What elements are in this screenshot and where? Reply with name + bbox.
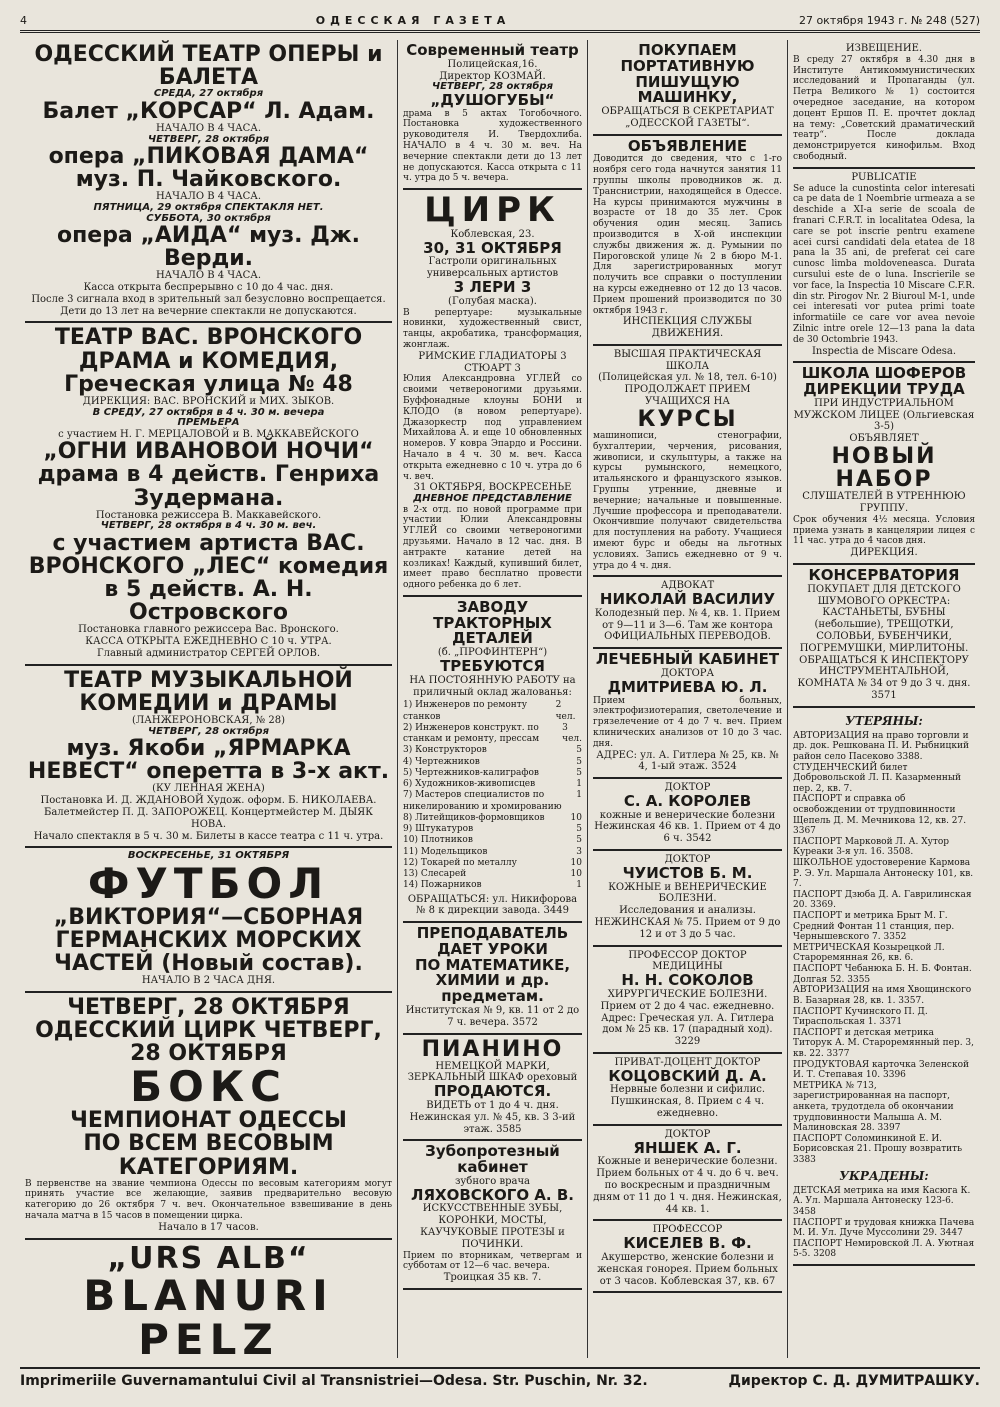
ad-text: РИМСКИЕ ГЛАДИАТОРЫ 3 СТЮАРТ 3 (418, 350, 567, 374)
ad-text: КАССА ОТКРЫТА ЕЖЕДНЕВНО С 10 ч. УТРА. (85, 636, 332, 648)
ad-text: ХИРУРГИЧЕСКИЕ БОЛЕЗНИ. (607, 988, 768, 1000)
printer-imprint: Imprimeriile Guvernamantului Civil al Transnistriei—Odesa. Str. Puschin, Nr. 32. (20, 1373, 648, 1389)
ad-text: СРЕДА, 27 октября (153, 88, 264, 100)
ad-text: В репертуаре: музыкальные новинки, художественный свист, танцы, акробатика, трансформация, жонглаж. (403, 307, 582, 350)
ad-text: Прием от 2 до 4 час. ежедневно. Адрес: Греческая ул. А. Гитлера дом № 25 кв. 17 (парадный ход). 3229 (600, 1000, 775, 1048)
ad-text: Постановка главного режиссера Вас. Вронского. (78, 624, 339, 636)
ad-text: ДРАМА и КОМЕДИЯ, Греческая улица № 48 (64, 348, 353, 397)
ad-text: 31 ОКТЯБРЯ, ВОСКРЕСЕНЬЕ (413, 482, 572, 494)
ad-text: ЯНШЕК А. Г. (633, 1138, 742, 1157)
ad-text: ПО МАТЕМАТИКЕ, ХИМИИ и др. предметам. (414, 955, 571, 1006)
ad-text: с участием Н. Г. МЕРЦАЛОВОЙ и В. МАККАВЕЙСКОГО (58, 428, 359, 440)
ad-conservatory (793, 565, 975, 708)
ad-text: ПРИ ИНДУСТРИАЛЬНОМ МУЖСКОМ ЛИЦЕЕ (Ольгиевская 3-5) (793, 397, 975, 433)
ad-text: Директор КОЗМАЙ. (439, 70, 546, 82)
ad-text: ДОКТОР (664, 854, 711, 866)
ad-text: НОВЫЙ НАБОР (831, 444, 937, 493)
list-item: 11) Модельщиков 3 (403, 846, 582, 857)
ad-text: Гастроли оригинальных универсальных артистов (426, 256, 559, 280)
ad-text: ВОСКРЕСЕНЬЕ, 31 ОКТЯБРЯ (127, 850, 290, 862)
ad-football (25, 848, 392, 993)
ad-dentist (403, 1141, 582, 1290)
ad-text: с участием артиста ВАС. ВРОНСКОГО „ЛЕС“ комедия в 5 действ. А. Н. Островского (28, 530, 389, 626)
list-item: МЕТРИКА № 713, зарегистрированная на паспорт, анкета, трудотдела об окончании трудповинности Малыша А. М. Малиновская 28. 3397 (793, 1080, 954, 1134)
ad-text: Прием по вторникам, четвергам и субботам от 12—6 час. вечера. (403, 1250, 582, 1272)
ad-text: ВИДЕТЬ от 1 до 4 ч. дня. Нежинская ул. № 45, кв. 3 3-ий этаж. 3585 (409, 1099, 576, 1135)
ad-text: в 2-х отд. по новой программе при участии Юлии Александровны УГЛЕЙ со своими четвероногими друзьями. Начало в 12 час. дня. В антракте катание детей на козликах! Каждый, купивший билет, имеет право бесплатно провести одного ребенка до 6 лет. (403, 504, 582, 591)
ad-text: ПО ВСЕМ ВЕСОВЫМ КАТЕГОРИЯМ. (83, 1131, 334, 1180)
ad-text: ТЕАТР МУЗЫКАЛЬНОЙ КОМЕДИИ и ДРАМЫ (64, 667, 353, 716)
ad-dr-korolev (593, 779, 782, 851)
ad-text: муз. Якоби „ЯРМАРКА НЕВЕСТ“ оперетта в 3-х акт. (27, 736, 390, 785)
ad-text: ДОКТОР (664, 782, 711, 794)
list-item: 7) Мастеров специалистов по никелированию и хромированию 1 (403, 790, 582, 812)
ad-text: ВЫСШАЯ ПРАКТИЧЕСКАЯ ШКОЛА (613, 348, 762, 372)
ad-opera-theatre (25, 40, 392, 323)
ad-text: ДОКТОРА (660, 668, 715, 680)
ad-text: ОБЪЯВЛЯЕТ (849, 433, 919, 445)
list-item: ПАСПОРТ и справка об освобождении от трудповинности Щепель Д. М. Мечникова 12, кв. 27. 3367 (793, 794, 967, 837)
ad-text: (б. „ПРОФИНТЕРН“) (437, 647, 548, 659)
ad-text: После 3 сигнала вход в зрительный зал безусловно воспрещается. (31, 293, 386, 305)
column-2 (398, 40, 588, 1358)
ad-text: ОБЪЯВЛЕНИЕ (627, 136, 748, 155)
ad-text: Троицкая 35 кв. 7. (443, 1272, 542, 1284)
ad-text: ПРЕПОДАВАТЕЛЬ (416, 924, 569, 943)
list-item: 14) Пожарников 1 (403, 880, 582, 891)
ad-text: ЧЕТВЕРГ, 28 октября (147, 725, 269, 737)
ad-text: ДМИТРИЕВА Ю. Л. (607, 677, 768, 696)
ad-musical-comedy-theatre (25, 666, 392, 849)
ad-text: НА ПОСТОЯННУЮ РАБОТУ на приличный оклад жалованья: (409, 674, 576, 698)
ad-text: Колодезный пер. № 4, кв. 1. Прием от 9—11 и 3—6. Там же контора ОФИЦИАЛЬНЫХ ПЕРЕВОДОВ. (594, 607, 781, 643)
ad-text: Коблевская, 23. (450, 228, 535, 240)
ad-text: кожные и венерические болезни Нежинская 46 кв. 1. Прием от 4 до 6 ч. 3542 (594, 809, 781, 845)
section-title: УКРАДЕНЫ: (839, 1168, 929, 1183)
ad-text: Доводится до сведения, что с 1-го ноября сего года начнутся занятия 11 группы школы проводников ж. д. Транснистрии, находящейся в Одессе. На курсы принимаются мужчины в возрасте от 18 до 35 лет. Срок обучения один месяц. Запись производится в Х-ой инспекции службы движения ж. д. Румынии по Пироговской улице № 2 в бюро М-1. Для зарегистрированных могут получить все справки о поступлении на курсы ежедневно от 12 до 13 часов. Прием прошений производится по 30 октября 1943 г. (593, 154, 782, 316)
ad-text: 3 ЛЕРИ 3 (453, 278, 532, 296)
ad-text: ЦИРК (424, 190, 561, 231)
list-item: ШКОЛЬНОЕ удостоверение Кармова Р. Э. Ул. Маршала Антонеску 101, кв. 7. (793, 858, 974, 890)
ad-text: Кожные и венерические болезни. Прием больных от 4 ч. до 6 ч. веч. по воскресным и праздничным дням от 11 до 1 ч. дня. Нежинская, 44 кв. 1. (593, 1156, 782, 1215)
ad-circus (403, 190, 582, 597)
ad-text: Исследования и анализы. НЕЖИНСКАЯ № 75. Прием от 9 до 12 и от 3 до 5 час. (594, 905, 781, 940)
ad-medical-office (593, 649, 782, 779)
ad-text: Балет „КОРСАР“ Л. Адам. (42, 98, 375, 124)
ad-text: ПРОДАЮТСЯ. (433, 1082, 552, 1101)
ad-text: ДАЕТ УРОКИ (437, 939, 548, 958)
ad-text: Постановка режиссера В. Маккавейского. (95, 509, 322, 521)
page-number: 4 (20, 14, 27, 27)
column-3 (588, 40, 788, 1358)
ad-text: (КУ ЛЕННАЯ ЖЕНА) (152, 783, 265, 795)
ad-text: ПЯТНИЦА, 29 октября СПЕКТАКЛЯ НЕТ. (93, 202, 324, 214)
ad-circus-boxing (25, 993, 392, 1240)
list-item: 13) Слесарей 10 (403, 869, 582, 880)
ad-text: ЧЕТВЕРГ, 28 ОКТЯБРЯ ОДЕССКИЙ ЦИРК ЧЕТВЕРГ, 28 ОКТЯБРЯ (35, 994, 382, 1067)
ad-text: (Полицейская ул. № 18, тел. 6-10) ПРОДОЛЖАЕТ ПРИЕМ УЧАЩИХСЯ НА (598, 372, 777, 408)
ad-text: ПРОФЕССОР ДОКТОР МЕДИЦИНЫ (628, 949, 747, 973)
ad-text: КУРСЫ (637, 406, 738, 432)
ad-practical-school (593, 346, 782, 577)
ad-text: „URS ALB“ (107, 1240, 310, 1276)
ad-text: КОЖНЫЕ и ВЕНЕРИЧЕСКИЕ БОЛЕЗНИ. (608, 881, 767, 905)
list-item: СТУДЕНЧЕСКИЙ билет Добровольской Л. П. Казарменный пер. 2, кв. 7. (793, 762, 962, 794)
ad-text: Главный администратор СЕРГЕЙ ОРЛОВ. (96, 647, 321, 659)
newspaper-title: ОДЕССКАЯ ГАЗЕТА (315, 14, 511, 27)
list-item: ПАСПОРТ и трудовая книжка Пачева М. И. Ул. Дуче Муссолини 29. 3447 (793, 1217, 975, 1239)
list-item: АВТОРИЗАЦИЯ на имя Хвощинского В. Базарная 28, кв. 1. 3357. (793, 985, 972, 1006)
list-item: 4) Чертежников 5 (403, 756, 582, 767)
ad-vronsky-theatre (25, 323, 392, 665)
ad-text: АДРЕС: ул. А. Гитлера № 25, кв. № 4, 1-ый этаж. 3524 (596, 749, 779, 773)
ad-text: ТЕАТР ВАС. ВРОНСКОГО (54, 325, 363, 351)
ad-text: Inspectia de Miscare Odesa. (811, 345, 957, 357)
ad-text: АДВОКАТ (660, 580, 715, 592)
ad-text: КОЦОВСКИЙ Д. А. (608, 1066, 767, 1085)
ad-text: зубного врача (454, 1175, 531, 1187)
ad-text: „ВИКТОРИЯ“—СБОРНАЯ ГЕРМАНСКИХ МОРСКИХ ЧАСТЕЙ (Новый состав). (53, 904, 364, 977)
ad-text: ДИРЕКЦИЯ. (850, 547, 918, 559)
page-header (20, 14, 980, 33)
ad-text: Зубопротезный кабинет (425, 1142, 560, 1177)
ad-text: ТРАКТОРНЫХ ДЕТАЛЕЙ (433, 613, 552, 648)
ad-text: Постановка И. Д. ЖДАНОВОЙ Худож. оформ. Б. НИКОЛАЕВА. (40, 795, 377, 807)
ad-text: НАЧАЛО В 4 ЧАСА. (155, 270, 262, 282)
ad-text: (ЛАНЖЕРОНОВСКАЯ, № 28) (132, 714, 285, 726)
ad-text: ОБРАЩАТЬСЯ В СЕКРЕТАРИАТ „ОДЕССКОЙ ГАЗЕТЫ“. (601, 106, 774, 129)
list-item: 1) Инженеров по ремонту станков 2 чел. (403, 700, 576, 722)
ad-text: Акушерство, женские болезни и женская гонорея. Прием больных от 3 часов. Коблевская 37, кв. 67 (597, 1251, 778, 1287)
ad-text: ПРИВАТ-ДОЦЕНТ ДОКТОР (614, 1056, 761, 1068)
ad-furs (25, 1240, 392, 1358)
ad-text: НИКОЛАЙ ВАСИЛИУ (599, 590, 776, 609)
ad-text: В среду 27 октября в 4.30 дня в Институте Антикоммунистических исследований и Пропаганды (ул. Петра Великого № 1) состоится очередное заседание, на котором доцент Ершов П. Е. прочтет доклад на тему: „Советский драматический театр“. После доклада демонстрируется кинофильм. Вход свободный. (793, 54, 975, 162)
ad-text: СЛУШАТЕЛЕЙ В УТРЕННЮЮ ГРУППУ. (802, 491, 966, 514)
ad-piano (403, 1035, 582, 1142)
ad-contact: ОБРАЩАТЬСЯ: ул. Никифорова № 8 к дирекции завода. 3449 (407, 893, 578, 917)
ad-text: опера „АИДА“ муз. Дж. Верди. (56, 223, 361, 272)
ad-text: ПОКУПАЕТ ДЛЯ ДЕТСКОГО ШУМОВОГО ОРКЕСТРА: КАСТАНЬЕТЫ, БУБНЫ (небольшие), ТРЕЩОТКИ, СОЛОВЬИ, БУБЕНЧИКИ, ПОГРЕМУШКИ, МИРЛИТОНЫ. ОБРАЩАТЬСЯ К ИНСПЕКТОРУ ИНСТРУМЕНТАЛЬНОЙ, КОМНАТА № 34 от 9 до 3 ч. дня. 3571 (797, 583, 971, 701)
ad-text: Начало в 17 часов. (158, 1221, 259, 1233)
list-item: ПАСПОРТ Чебанюка Б. Н. Б. Фонтан. Долгая 52. 3355 (793, 964, 972, 985)
ad-typewriter-wanted (593, 40, 782, 136)
ad-text: драма в 5 актах Тогобочного. Постановка художественного руководителя И. Твердохлиба. НАЧАЛО в 4 ч. 30 м. веч. На вечерние спектакли дети до 13 лет не допускаются. Касса открыта с 11 ч. утра до 5 ч. вечера. (403, 108, 582, 184)
ad-text: В СРЕДУ, 27 октября в 4 ч. 30 м. вечера (92, 406, 325, 418)
ad-text: Начало спектакля в 5 ч. 30 м. Билеты в кассе театра с 11 ч. утра. (33, 830, 384, 842)
ad-text: ИСКУССТВЕННЫЕ ЗУБЫ, КОРОНКИ, МОСТЫ, КАУЧУКОВЫЕ ПРОТЕЗЫ и ПОЧИНКИ. (420, 1203, 565, 1250)
ad-text: В первенстве на звание чемпиона Одессы по весовым категориям могут принять участие все желающие, заявив предварительно весовую категорию до 26 октября 7 ч. веч. Окончательное взвешивание в день начала матча в 15 часов в помещении цирка. (25, 1178, 392, 1222)
ad-text: „ОГНИ ИВАНОВОЙ НОЧИ“ драма в 4 действ. Генриха Зудермана. (37, 439, 380, 511)
list-item: АВТОРИЗАЦИЯ на право торговли и др. док. Решкована П. И. Рыбницкий район село Пасеково 3388. (793, 730, 969, 762)
ad-text: ЛЕЧЕБНЫЙ КАБИНЕТ (595, 650, 780, 669)
ad-text: Дети до 13 лет на вечерние спектакли не допускаются. (60, 305, 357, 317)
ad-lawyer (593, 577, 782, 649)
list-item: ПАСПОРТ Марковой Л. А. Хутор Куреаки 3-я ул. 16. 3508. (793, 836, 950, 858)
ad-notice-institute (793, 40, 975, 169)
list-item: 8) Литейщиков-формовщиков 10 (403, 812, 582, 823)
ad-text: (Голубая маска). (448, 295, 537, 307)
ad-text: ДНЕВНОЕ ПРЕДСТАВЛЕНИЕ (413, 493, 572, 505)
ad-text: НАЧАЛО В 4 ЧАСА. (155, 191, 262, 203)
ad-text: ПРОФЕССОР (652, 1224, 723, 1236)
ad-text: BLANURI PELZ (83, 1271, 334, 1358)
list-item: 3) Конструкторов 5 (403, 745, 582, 756)
list-item: ПАСПОРТ Соломинкиной Е. И. Борисовская 21. Прошу возвратить 3383 (793, 1133, 963, 1166)
ad-lost-documents (793, 708, 975, 1266)
list-item: ПАСПОРТ и детская метрика Титорук А. М. Староремянный пер. 3, кв. 22. 3377 (793, 1027, 975, 1059)
ad-text: Срок обучения 4½ месяца. Условия приема узнать в канцелярии лицея с 11 час. утра до 4 часов дня. (793, 514, 975, 547)
ad-text: НАЧАЛО В 4 ЧАСА. (155, 122, 262, 134)
ad-text: Прием больных, электрофизиотерапия, светолечение и грязелечение от 4 до 7 ч. веч. Прием клинических анализов от 10 до 3 час. дня. (593, 695, 782, 749)
ad-text: СУББОТА, 30 октября (146, 212, 271, 224)
ad-text: ПОКУПАЕМ (638, 41, 737, 59)
ad-text: НАЧАЛО В 2 ЧАСА ДНЯ. (141, 975, 276, 987)
ad-driving-school (793, 363, 975, 565)
ad-text: PUBLICATIE (851, 171, 917, 183)
ad-text: „ДУШОГУБЫ“ (430, 90, 555, 109)
ad-dr-yanshek (593, 1126, 782, 1222)
list-item: 2) Инженеров конструкт. по станкам и ремонту, прессам 3 чел. (403, 722, 582, 745)
ad-prof-kiselev (593, 1221, 782, 1293)
ad-text: ЧЕТВЕРГ, 28 октября (431, 81, 553, 93)
ad-text: ИЗВЕЩЕНИЕ. (845, 43, 923, 54)
ad-dr-chuistov (593, 851, 782, 947)
ad-text: ПИАНИНО (421, 1036, 564, 1062)
ad-tractor-plant (403, 597, 582, 923)
ad-text: ЛЯХОВСКОГО А. В. (411, 1185, 574, 1204)
list-item: ПАСПОРТ Кучинского П. Д. Тираспольская 1. 3371 (793, 1006, 928, 1028)
list-item: ПАСПОРТ Дзюба Д. А. Гаврилинская 20. 3369. (793, 889, 972, 911)
ad-text: ЧЕТВЕРГ, 28 октября (147, 133, 269, 145)
ad-text: ЧЕМПИОНАТ ОДЕССЫ (70, 1108, 347, 1134)
issue-date: 27 октября 1943 г. № 248 (527) (798, 14, 980, 27)
ad-text: Se aduce la cunostinta celor interesati ca pe data de 1 Noembrie urmeaza a se deschide a XI-a serie de scoala de franari C.F.R.T. in localitatea Odesa, la care se pot inscrie pentru examene acei cursi candidati dela etatea de 18 pana la 35 ani, de preferat cei care cunosc limba moldoveneasca. Durata cursului este de o luna. Inscrierile se vor face, la Inspectia 10 Miscare C.F.R. din str. Pirogov Nr. 2 Biuroul M-1, unde cei interesati vor putea primi toate informatiile ce care vor avea nevoie Zilnic intre orele 12—13 pana la data de 30 Octombrie 1943. (793, 183, 975, 345)
vacancy-list (403, 700, 582, 891)
ad-text: Современный театр (406, 41, 579, 59)
publisher-director: Директор С. Д. ДУМИТРАШКУ. (728, 1373, 980, 1389)
ad-text: ТРЕБУЮТСЯ (440, 657, 545, 676)
ad-text: Полицейская,16. (447, 58, 538, 70)
ad-text: ПОРТАТИВНУЮ ПИШУЩУЮ МАШИНКУ, (620, 56, 755, 107)
list-item: 10) Плотников 5 (403, 835, 582, 846)
list-item: 9) Штукатуров 5 (403, 824, 582, 835)
list-item: 12) Токарей по металлу 10 (403, 857, 582, 868)
list-item: ДЕТСКАЯ метрика на имя Касюга К. А. Ул. Маршала Антонеску 123-6. 3458 (793, 1185, 971, 1217)
ad-text: ОДЕССКИЙ ТЕАТР ОПЕРЫ и БАЛЕТА (34, 42, 383, 91)
ad-text: С. А. КОРОЛЕВ (623, 791, 752, 810)
ad-announcement-tram (593, 136, 782, 346)
ad-text: КОНСЕРВАТОРИЯ (808, 565, 960, 584)
ad-text: КИСЕЛЕВ В. Ф. (623, 1234, 752, 1253)
ad-text: ЗАВОДУ (456, 597, 529, 616)
page-footer (20, 1367, 980, 1389)
ad-math-tutor (403, 923, 582, 1034)
list-item: 6) Художников-живописцев 1 (403, 779, 582, 790)
ad-text: ЧУИСТОВ Б. М. (622, 863, 753, 882)
ad-text: ДИРЕКЦИИ ТРУДА (803, 380, 965, 399)
ad-text: Балетмейстер П. Д. ЗАПОРОЖЕЦ. Концертмейстер М. ДЫЯК НОВА. (43, 806, 373, 830)
ad-prof-sokolov (593, 947, 782, 1054)
ad-text: ИНСПЕКЦИЯ СЛУЖБЫ ДВИЖЕНИЯ. (622, 316, 753, 340)
ad-text: машинописи, стенографии, бухгалтерии, черчения, рисования, живописи, и скульптуры, а также на курсы румынского, немецкого, итальянского и французского языков. Группы утренние, дневные и вечерние; начальные и повышенные. Лучшие профессора и преподаватели. Окончившие получают свидетельства для поступления на работу. Учащиеся имеют бурс и обеды на льготных условиях. Запись ежедневно от 9 ч. утра до 4 ч. дня. (593, 430, 782, 571)
ad-text: БОКС (130, 1062, 287, 1112)
ad-modern-theatre (403, 40, 582, 190)
column-1 (20, 40, 398, 1358)
ad-text: 30, 31 ОКТЯБРЯ (423, 238, 562, 257)
ad-text: Нервные болезни и сифилис. Пушкинская, 8. Прием с 4 ч. ежедневно. (609, 1084, 766, 1120)
list-item: ПАСПОРТ Немировской Л. А. Уютная 5-5. 3208 (793, 1238, 975, 1260)
ad-text: НЕМЕЦКОЙ МАРКИ, (435, 1060, 550, 1072)
ad-publicatie (793, 169, 975, 364)
list-item: МЕТРИЧЕСКАЯ Козырецкой Л. Староремянная 26, кв. 6. (793, 942, 945, 964)
ad-text: ШКОЛА ШОФЕРОВ (801, 364, 967, 383)
list-item: ПАСПОРТ и метрика Брыт М. Г. Средний Фонтан 11 станция, пер. Чернышевского 7. 3352 (793, 911, 955, 943)
ad-text: ПРЕМЬЕРА (177, 417, 240, 429)
list-item: ПРОДУКТОВАЯ карточка Зеленской И. Т. Степавая 10. 3396 (793, 1059, 970, 1081)
ad-text: ДИРЕКЦИЯ: ВАС. ВРОНСКИЙ и МИХ. ЗЫКОВ. (82, 395, 335, 407)
ad-text: ФУТБОЛ (87, 858, 330, 908)
ad-text: опера „ПИКОВАЯ ДАМА“ муз. П. Чайковского. (48, 144, 369, 193)
ad-text: ЧЕТВЕРГ, 28 октября в 4 ч. 30 м. веч. (100, 520, 317, 532)
column-4 (788, 40, 980, 1358)
ad-text: Юлия Александровна УГЛЕЙ со своими четвероногими друзьями. Буффонадные клоуны БОНИ и КЛОДО (в новом репертуаре). Джазоркестр под управлением Михайлова А. и еще 10 обновленных номеров. У ковра Эпардо и Россини. Начало в 4 ч. 30 м. веч. Касса открыта ежедневно с 10 ч. утра до 6 ч. веч. (403, 374, 582, 482)
ad-text: Н. Н. СОКОЛОВ (621, 971, 754, 990)
ad-text: Касса открыта беспрерывно с 10 до 4 час. дня. (83, 282, 334, 294)
ad-text: ЗЕРКАЛЬНЫЙ ШКАФ ореховый (407, 1072, 578, 1084)
list-item: 5) Чертежников-калиграфов 5 (403, 767, 582, 778)
ad-text: ДОКТОР (664, 1128, 711, 1140)
section-title: УТЕРЯНЫ: (845, 713, 923, 728)
ad-dr-kotsovsky (593, 1054, 782, 1126)
ad-text: Институтская № 9, кв. 11 от 2 до 7 ч. вечера. 3572 (405, 1004, 580, 1028)
